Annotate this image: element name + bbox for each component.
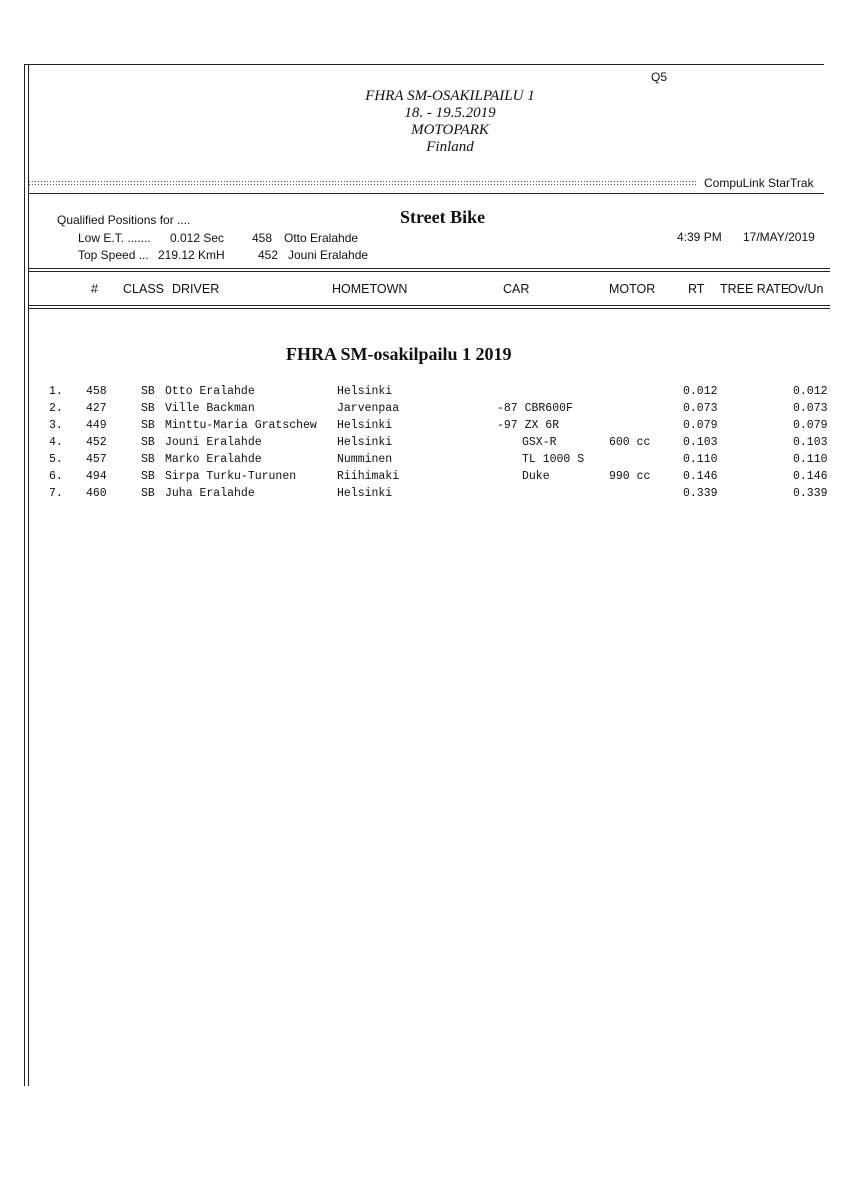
cell-hometown: Helsinki [337, 385, 393, 398]
cell-pos: 4. [49, 436, 63, 449]
cell-class: SB [141, 436, 155, 449]
low-et-label: Low E.T. ....... [78, 231, 151, 245]
top-speed-value: 219.12 KmH [158, 248, 225, 262]
event-dates: 18. - 19.5.2019 [404, 105, 496, 121]
top-speed-name: Jouni Eralahde [288, 248, 369, 262]
cell-driver: Marko Eralahde [165, 453, 262, 466]
rule-above-columns-2 [28, 271, 830, 272]
cell-rt: 0.073 [683, 402, 718, 415]
cell-motor: 990 cc [609, 470, 651, 483]
cell-class: SB [141, 487, 155, 500]
cell-pos: 1. [49, 385, 63, 398]
event-venue: MOTOPARK [411, 122, 489, 138]
section-title: FHRA SM-osakilpailu 1 2019 [286, 344, 512, 364]
cell-driver: Juha Eralahde [165, 487, 255, 500]
cell-rt: 0.110 [683, 453, 718, 466]
cell-pos: 2. [49, 402, 63, 415]
col-rt: RT [688, 282, 705, 296]
event-title: FHRA SM-OSAKILPAILU 1 [365, 88, 535, 104]
class-title: Street Bike [400, 207, 486, 227]
cell-num: 458 [86, 385, 107, 398]
cell-ovun: 0.073 [793, 402, 828, 415]
cell-car: GSX-R [522, 436, 557, 449]
cell-hometown: Helsinki [337, 419, 393, 432]
col-motor: MOTOR [609, 282, 656, 296]
col-tree-rate: TREE RATE [720, 282, 790, 296]
cell-class: SB [141, 453, 155, 466]
rule-below-columns [28, 305, 830, 306]
cell-car: TL 1000 S [522, 453, 585, 466]
cell-hometown: Numminen [337, 453, 393, 466]
cell-hometown: Riihimaki [337, 470, 400, 483]
system-name: CompuLink StarTrak [704, 176, 814, 190]
cell-num: 449 [86, 419, 107, 432]
col-driver: DRIVER [172, 282, 220, 296]
cell-car: -97 ZX 6R [497, 419, 560, 432]
cell-hometown: Helsinki [337, 487, 393, 500]
cell-rt: 0.146 [683, 470, 718, 483]
rule-above-columns [28, 268, 830, 269]
low-et-num: 458 [252, 231, 273, 245]
top-speed-label: Top Speed ... [78, 248, 149, 262]
cell-motor: 600 cc [609, 436, 651, 449]
table-row [0, 487, 848, 504]
cell-class: SB [141, 402, 155, 415]
cell-driver: Jouni Eralahde [165, 436, 262, 449]
cell-ovun: 0.079 [793, 419, 828, 432]
cell-ovun: 0.012 [793, 385, 828, 398]
qualified-title: Qualified Positions for .... [57, 213, 191, 227]
cell-car: -87 CBR600F [497, 402, 573, 415]
cell-driver: Sirpa Turku-Turunen [165, 470, 297, 483]
cell-class: SB [141, 470, 155, 483]
cell-hometown: Helsinki [337, 436, 393, 449]
dotted-band [28, 180, 696, 187]
cell-hometown: Jarvenpaa [337, 402, 400, 415]
cell-car: Duke [522, 470, 550, 483]
cell-num: 457 [86, 453, 107, 466]
cell-rt: 0.079 [683, 419, 718, 432]
print-date: 17/MAY/2019 [743, 230, 815, 244]
cell-num: 460 [86, 487, 107, 500]
cell-class: SB [141, 385, 155, 398]
top-border [24, 64, 824, 65]
cell-pos: 6. [49, 470, 63, 483]
col-car: CAR [503, 282, 530, 296]
col-ovun: Ov/Un [788, 282, 824, 296]
sheet-code: Q5 [651, 70, 668, 84]
left-border-outer [24, 64, 25, 1086]
col-hometown: HOMETOWN [332, 282, 408, 296]
left-border-inner [28, 64, 29, 1086]
table-row [0, 402, 848, 419]
low-et-name: Otto Eralahde [284, 231, 359, 245]
event-country: Finland [426, 139, 474, 155]
cell-ovun: 0.146 [793, 470, 828, 483]
cell-pos: 5. [49, 453, 63, 466]
cell-pos: 7. [49, 487, 63, 500]
cell-ovun: 0.339 [793, 487, 828, 500]
cell-ovun: 0.103 [793, 436, 828, 449]
cell-pos: 3. [49, 419, 63, 432]
table-row [0, 385, 848, 402]
cell-driver: Otto Eralahde [165, 385, 255, 398]
print-time: 4:39 PM [677, 230, 722, 244]
cell-num: 452 [86, 436, 107, 449]
cell-rt: 0.103 [683, 436, 718, 449]
cell-driver: Minttu-Maria Gratschew [165, 419, 317, 432]
cell-rt: 0.339 [683, 487, 718, 500]
table-row [0, 436, 848, 453]
rule-above-qualified [28, 193, 824, 194]
col-num: # [91, 282, 98, 296]
rule-below-columns-2 [28, 308, 830, 309]
cell-driver: Ville Backman [165, 402, 255, 415]
table-row [0, 419, 848, 436]
cell-num: 427 [86, 402, 107, 415]
low-et-value: 0.012 Sec [170, 231, 225, 245]
cell-class: SB [141, 419, 155, 432]
table-row [0, 470, 848, 487]
top-speed-num: 452 [258, 248, 279, 262]
cell-num: 494 [86, 470, 107, 483]
col-class: CLASS [123, 282, 164, 296]
table-row [0, 453, 848, 470]
cell-rt: 0.012 [683, 385, 718, 398]
cell-ovun: 0.110 [793, 453, 828, 466]
